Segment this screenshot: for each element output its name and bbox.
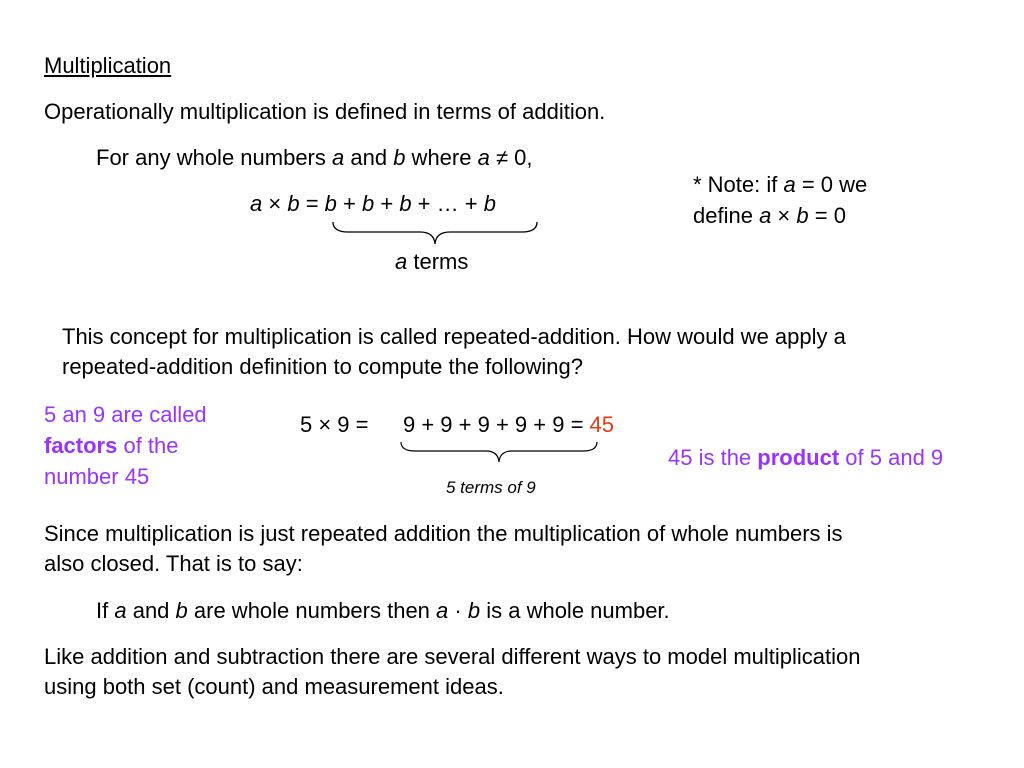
var-b: b <box>483 191 496 216</box>
definition-text: and <box>344 145 394 170</box>
closure-text: are whole numbers then <box>187 598 437 623</box>
example-answer: 45 <box>589 412 615 437</box>
var-b: b <box>467 598 481 623</box>
note-line-2 <box>693 205 846 227</box>
repeated-addition-formula <box>250 193 496 215</box>
definition-line <box>96 147 533 169</box>
var-b: b <box>796 203 809 228</box>
note-text: * Note: if <box>693 172 784 197</box>
closure-paragraph: Since multiplication is just repeated addition the multiplication of whole numbers is also closed. That is to say: <box>44 521 843 576</box>
var-b: b <box>175 598 188 623</box>
closure-text: If <box>96 598 115 623</box>
var-b: b <box>393 145 406 170</box>
closure-text: is a whole number. <box>480 598 670 623</box>
definition-text: where <box>405 145 478 170</box>
times-sign: × <box>771 203 797 228</box>
note-text: define <box>693 203 760 228</box>
var-b: b <box>287 191 300 216</box>
models-paragraph: Like addition and subtraction there are several different ways to model multiplication using both set (count) and measurement ideas. <box>44 644 861 699</box>
example-sum: 9 + 9 + 9 + 9 + 9 = <box>403 412 590 437</box>
note-text: = 0 <box>808 203 846 228</box>
brace-label <box>395 251 468 273</box>
product-text: 45 is the <box>668 445 758 470</box>
factors-line-1: 5 an 9 are called <box>44 402 207 427</box>
example-brace-label: 5 terms of 9 <box>446 478 536 497</box>
closure-text: and <box>126 598 176 623</box>
factors-line-3: number 45 <box>44 464 150 489</box>
var-a: a <box>114 598 127 623</box>
concept-paragraph: This concept for multiplication is called repeated-addition. How would we apply a repeated-addition definition to compute the following? <box>62 324 846 379</box>
var-a: a <box>395 249 408 274</box>
factors-line-2 <box>44 435 179 457</box>
definition-text: ≠ 0, <box>489 145 533 170</box>
var-b: b <box>361 191 375 216</box>
product-term: product <box>757 445 840 470</box>
curly-brace-icon <box>330 220 540 246</box>
product-text: of 5 and 9 <box>839 445 944 470</box>
definition-text: For any whole numbers <box>96 145 332 170</box>
ellipsis-sum: + … + <box>411 191 484 216</box>
var-a: a <box>250 191 263 216</box>
product-note <box>668 447 943 469</box>
plus-sign: + <box>374 191 400 216</box>
curly-brace-icon <box>398 440 602 464</box>
var-a: a <box>436 598 449 623</box>
dot-sign: · <box>448 598 468 623</box>
note-text: = 0 we <box>795 172 868 197</box>
var-a: a <box>783 172 796 197</box>
factors-term: factors <box>44 433 118 458</box>
example-lhs: 5 × 9 = <box>300 412 369 437</box>
equals-sign: = <box>299 191 325 216</box>
closure-statement <box>96 600 670 622</box>
times-sign: × <box>262 191 288 216</box>
var-a: a <box>332 145 345 170</box>
note-line-1 <box>693 174 867 196</box>
var-b: b <box>324 191 337 216</box>
var-a: a <box>759 203 772 228</box>
page-title: Multiplication <box>44 53 172 78</box>
var-a: a <box>477 145 490 170</box>
plus-sign: + <box>336 191 362 216</box>
var-b: b <box>399 191 412 216</box>
example-rhs <box>403 414 614 436</box>
factors-text: of the <box>117 433 179 458</box>
brace-label-text: terms <box>407 249 469 274</box>
intro-text: Operationally multiplication is defined in terms of addition. <box>44 99 606 124</box>
